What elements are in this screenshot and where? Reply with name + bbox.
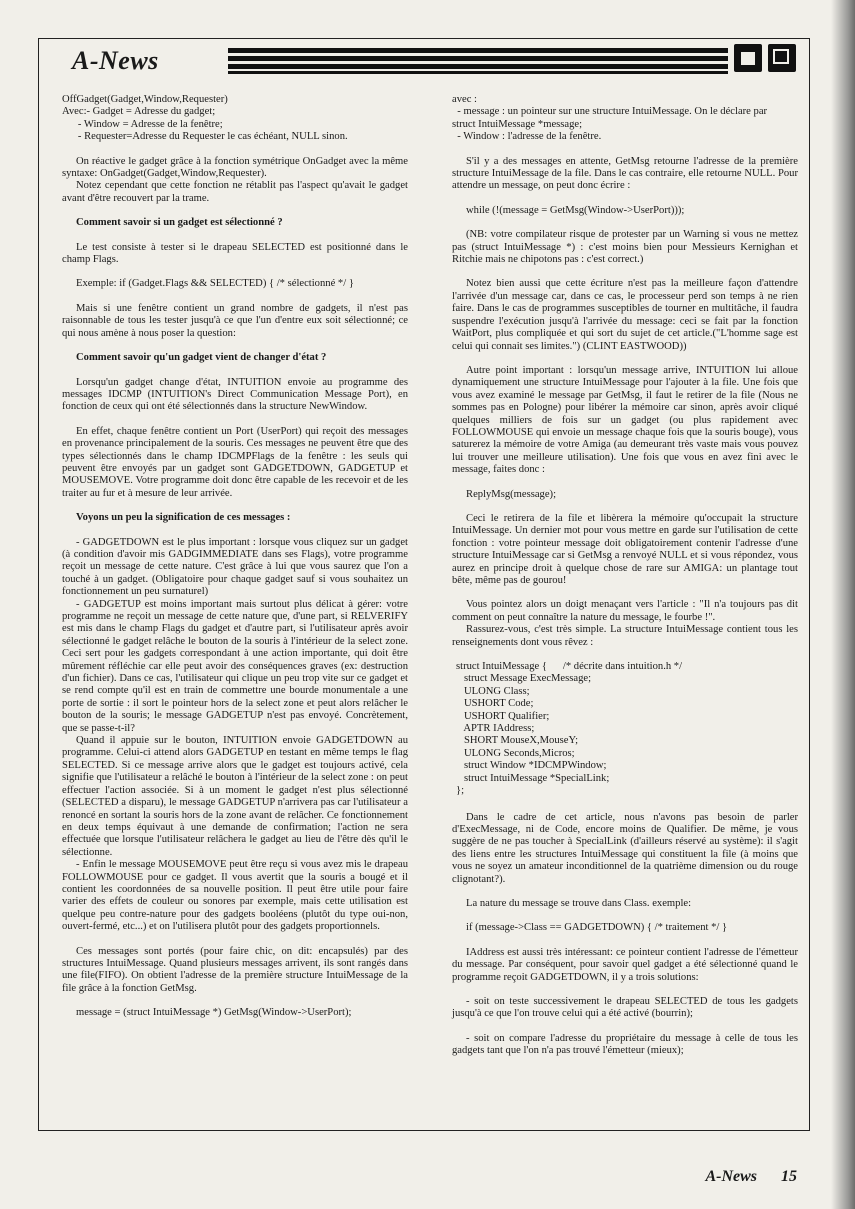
text-line: avec : xyxy=(452,94,477,105)
paragraph: - soit on teste successivement le drapeau SELECTED de tous les gadgets jusqu'à ce que l'on trouve celui qui a été activé (bourrin); xyxy=(452,995,798,1020)
paragraph: (NB: votre compilateur risque de protester par un Warning si vous ne mettez pas (struct IntuiMessage *) : c'est moins bien pour Messieurs Kernighan et Ritchie mais ne chipotons pas : c'est correct.) xyxy=(452,229,798,266)
code-line: while (!(message = GetMsg(Window->UserPort))); xyxy=(466,204,685,216)
code-line: struct IntuiMessage { /* décrite dans intuition.h */ xyxy=(456,661,683,673)
code-line: struct Message ExecMessage; xyxy=(456,673,592,685)
page-edge-shadow xyxy=(831,0,855,1209)
paragraph: Quand il appuie sur le bouton, INTUITION envoie GADGETDOWN au programme. Celui-ci attend alors GADGETUP en testant en même temps le flag SELECTED. Si ce message arrive alors que le gadget est toujours activé, cela signifie que l'utilisateur a relâché le bouton à l'intérieur de la select zone : on peut effectuer l'action associée. Si à un moment le gadget n'est plus sélectionné (SELECTED a disparu), le message GADGETUP n'arrivera pas car l'utilisateur a renoncé en sortant la souris hors de la zone avant de relâcher. Ce fonctionnement en deux temps équivaut à une demande de confirmation; l'action ne sera effectuée que lorsque l'utilisateur relâchera le gadget au lieu de l'être dès qu'il le sélectionne. xyxy=(62,735,408,858)
code-line: ULONG Seconds,Micros; xyxy=(456,747,575,759)
code-line: struct IntuiMessage *SpecialLink; xyxy=(456,772,610,784)
paragraph: On réactive le gadget grâce à la fonction symétrique OnGadget avec la même syntaxe: OnGadget(Gadget,Window,Requester). xyxy=(62,155,408,180)
paragraph: Notez cependant que cette fonction ne rétablit pas l'aspect qu'avait le gadget avant d'être recouvert par la trame. xyxy=(62,180,408,204)
paragraph: Le test consiste à tester si le drapeau SELECTED est positionné dans le champ Flags. xyxy=(62,241,408,266)
code-line: Exemple: if (Gadget.Flags && SELECTED) { /* sélectionné */ } xyxy=(76,278,354,290)
text-line: OffGadget(Gadget,Window,Requester) xyxy=(62,94,228,105)
section-heading: Voyons un peu la signification de ces messages : xyxy=(76,512,291,524)
code-line: ReplyMsg(message); xyxy=(466,488,557,500)
code-line: message = (struct IntuiMessage *) GetMsg(Window->UserPort); xyxy=(76,1007,352,1019)
magazine-logo: A-News xyxy=(72,46,159,75)
header-rule-bars xyxy=(228,48,728,74)
paragraph: Autre point important : lorsqu'un message arrive, INTUITION lui alloue dynamiquement une structure IntuiMessage pour l'ajouter à la file. Une fois que vous avez examiné le message par GetMsg, il faut le retirer de la file (Nous ne sommes pas en Pologne) pour libérer la mémoire car sinon, après avoir cliqué quelques milliers de fois sur un gadget (ou plus rapidement avec FOLLOWMOUSE qui envoie un message chaque fois que la souris bouge), vous saturerez la mémoire de votre Amiga (au demeurant très vaste mais vous pouvez lui trouver une meilleure utilisation). Une fois que vous en avez fini avec le message, faites donc : xyxy=(452,364,798,476)
code-line: ULONG Class; xyxy=(456,685,530,697)
front-window-icon xyxy=(768,44,796,72)
text-line: Avec:- Gadget = Adresse du gadget; xyxy=(62,106,216,118)
paragraph: - Enfin le message MOUSEMOVE peut être reçu si vous avez mis le drapeau FOLLOWMOUSE pour ce gadget. Il vous avertit que la souris a bougé et il contient les coordonnées de sa nouvelle position. Il peut être utile pour faire varier des effets de couleur ou sonores par exemple, mais cette utilisation est quelque peu contre-nature pour des gadgets booléens (plutôt du type oui-non, ouvert-fermé, etc...) et on l'utilisera plutôt pour des gadgets proportionnels. xyxy=(62,859,408,933)
code-struct-block xyxy=(452,661,798,797)
section-heading: Comment savoir si un gadget est sélectionné ? xyxy=(76,217,283,229)
code-line: struct Window *IDCMPWindow; xyxy=(456,760,607,772)
code-line: USHORT Code; xyxy=(456,698,534,710)
paragraph: IAddress est aussi très intéressant: ce pointeur contient l'adresse de l'émetteur du message. Par conséquent, pour savoir quel gadget a été sélectionné quand le programme reçoit GADGETDOWN, il y a trois solutions: xyxy=(452,946,798,983)
paragraph: Dans le cadre de cet article, nous n'avons pas besoin de parler d'ExecMessage, ni de Code, encore moins de Qualifier. De même, je vous suggère de ne pas toucher à SpecialLink (d'ailleurs réservé au système): il s'agit des liens entre les structures IntuiMessage qui constituent la file (à moins que vous ne soyez un amateur inconditionnel de la quatrième dimension ou du rouge clignotant?). xyxy=(452,811,798,885)
paragraph: - soit on compare l'adresse du propriétaire du message à celle de tous les gadgets tant que l'on n'a pas trouvé l'émetteur (mieux); xyxy=(452,1032,798,1057)
text-line: - Window = Adresse de la fenêtre; xyxy=(62,118,223,130)
paragraph: En effet, chaque fenêtre contient un Port (UserPort) qui reçoit des messages en provenance principalement de la souris. Ces messages ne peuvent être que des types sélectionnés dans le champ IDCMPFlags de la fenêtre : les seuls qui peuvent être envoyés par un gadget sont GADGETDOWN, GADGETUP et MOUSEMOVE. Votre programme doit donc être capable de les recevoir et de les traiter au fur et à mesure de leur arrivée. xyxy=(62,425,408,499)
text-line: - Window : l'adresse de la fenêtre. xyxy=(452,131,602,143)
paragraph: Rassurez-vous, c'est très simple. La structure IntuiMessage contient tous les renseignements dont vous rêvez : xyxy=(452,624,798,648)
paragraph: - GADGETUP est moins important mais surtout plus délicat à gérer: votre programme ne reçoit un message de cette nature que, d'une part, si RELVERIFY est mis dans le champ Flags du gadget et d'autre part, si l'utilisateur après avoir sélectionné le gadget relâche le bouton de la souris à l'intérieur de la select zone. Ceci sert pour les gadgets correspondant à une action importante, qui doit être mûrement réfléchie car elle peut avoir des conséquences graves (ex: destruction d'un fichier). Dans ce cas, l'utilisateur qui clique un peu trop vite sur ce gadget et se rend compte qu'il est en train de commettre une bourde monumentale a une porte de sortie : il sort le pointeur hors de la select zone et peut alors relâcher le bouton de la souris; le message GADGETUP n'est pas envoyé. Concrètement, que se passe-t-il? xyxy=(62,598,408,734)
code-line: APTR IAddress; xyxy=(456,723,535,735)
article-column-left xyxy=(62,94,408,1032)
footer-magazine-name: A-News xyxy=(705,1168,757,1185)
paragraph: S'il y a des messages en attente, GetMsg retourne l'adresse de la première structure IntuiMessage de la file. Dans le cas contraire, elle retourne NULL. Pour attendre un message, on peut donc écrire : xyxy=(452,155,798,192)
paragraph: Ces messages sont portés (pour faire chic, on dit: encapsulés) par des structures IntuiMessage. Quand plusieurs messages arrivent, ils sont rangés dans une file(FIFO). On obtient l'adresse de la première structure IntuiMessage de la file grâce à la fonction GetMsg. xyxy=(62,945,408,994)
article-column-right xyxy=(452,94,798,1070)
paragraph: Vous pointez alors un doigt menaçant vers l'article : "Il n'a toujours pas dit comment on peut connaître la nature du message, le fourbe !". xyxy=(452,599,798,623)
page-header xyxy=(40,40,808,80)
paragraph: La nature du message se trouve dans Class. exemple: xyxy=(466,897,692,909)
code-line: SHORT MouseX,MouseY; xyxy=(456,735,579,747)
page-footer xyxy=(685,1168,797,1186)
code-line: USHORT Qualifier; xyxy=(456,710,550,722)
paragraph: Lorsqu'un gadget change d'état, INTUITION envoie au programme des messages IDCMP (INTUITION's Direct Communication Message Port), en fonction de ceux qui ont été sélectionnés dans la structure NewWindow. xyxy=(62,376,408,413)
code-line: }; xyxy=(456,785,465,797)
paragraph: Mais si une fenêtre contient un grand nombre de gadgets, il n'est pas raisonnable de tous les tester jusqu'à ce que l'un d'entre eux soit sélectionné; ce qui nous amène à nous poser la question: xyxy=(62,302,408,339)
back-window-icon xyxy=(734,44,762,72)
page-number: 15 xyxy=(781,1168,797,1185)
text-line: - Requester=Adresse du Requester le cas échéant, NULL sinon. xyxy=(62,131,348,143)
paragraph: Notez bien aussi que cette écriture n'est pas la meilleure façon d'attendre l'arrivée d'un message car, dans ce cas, le processeur perd son temps à ne rien faire. Dans le cas de programmes susceptibles de tourner en multitâche, il faudra suspendre l'exécution jusqu'à l'arrivée du message: ceci se fait par la fonction WaitPort, plus compliquée et qui sort du sujet de cet article.("L'homme sage est celui qui connait ses limites.") (CLINT EASTWOOD)) xyxy=(452,278,798,352)
paragraph: - GADGETDOWN est le plus important : lorsque vous cliquez sur un gadget (à condition d'avoir mis GADGIMMEDIATE dans ses Flags), votre programme reçoit un message de cette nature. C'est grâce à lui que vous saurez que l'on a touché à un gadget. (Obligatoire pour chaque gadget sauf si vous souhaitez un fonctionnement un peu surnaturel) xyxy=(62,536,408,598)
paragraph: Ceci le retirera de la file et libèrera la mémoire qu'occupait la structure IntuiMessage. Un dernier mot pour vous mettre en garde sur l'utilisation de cette fonction : votre pointeur message doit obligatoirement contenir l'adresse d'une structure IntuiMessage car si GetMsg a renvoyé NULL et si vous répondez, vous aurez en principe droit à quelque chose de rare sur AMIGA: un plantage tout bête, même pas de gourou! xyxy=(452,512,798,586)
code-line: if (message->Class == GADGETDOWN) { /* traitement */ } xyxy=(466,922,728,934)
section-heading: Comment savoir qu'un gadget vient de changer d'état ? xyxy=(76,352,327,364)
text-line: - message : un pointeur sur une structure IntuiMessage. On le déclare par struct IntuiMessage *message; xyxy=(452,106,783,130)
header-window-icons xyxy=(734,44,804,74)
